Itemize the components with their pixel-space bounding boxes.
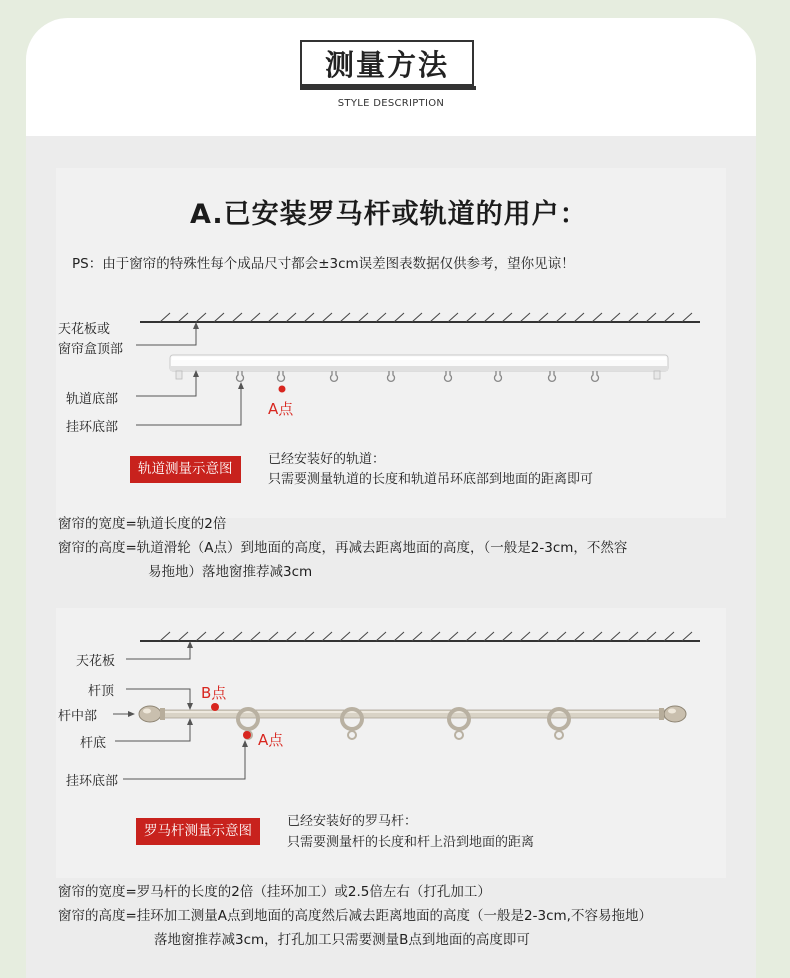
track-desc-1: 已经安装好的轨道： [268, 452, 386, 467]
track-point-a-label: A点 [268, 400, 294, 418]
page-subtitle: STYLE DESCRIPTION [337, 98, 445, 109]
track-formula-height-cont: 易拖地）落地窗推荐减3cm [148, 564, 313, 580]
section-a-heading: A.已安装罗马杆或轨道的用户： [190, 199, 588, 230]
rod-ring-eyelets [244, 731, 563, 739]
rod-desc-1: 已经安装好的罗马杆： [287, 814, 418, 829]
track-desc-2: 只需要测量轨道的长度和轨道吊环底部到地面的距离即可 [268, 472, 594, 487]
rod-desc-2: 只需要测量杆的长度和杆上沿到地面的距离 [287, 835, 535, 850]
rod-diagram-badge: 罗马杆测量示意图 [136, 818, 260, 845]
track-formula-height: 窗帘的高度=轨道滑轮（A点）到地面的高度，再减去距离地面的高度，（一般是2-3cm，不然容 [58, 540, 628, 556]
rod-formula-width: 窗帘的宽度=罗马杆的长度的2倍（挂环加工）或2.5倍左右（打孔加工） [58, 884, 491, 900]
rod-label-ceiling: 天花板 [76, 654, 116, 669]
track-label-track-bottom: 轨道底部 [66, 392, 119, 407]
rod-label-rod-top: 杆顶 [88, 684, 115, 699]
rod-point-b-dot [211, 703, 219, 711]
rod-ceiling-hatch [160, 632, 692, 641]
rod-point-a-dot [243, 731, 251, 739]
rod-finial-left [139, 706, 165, 722]
rod-finial-right [659, 706, 686, 722]
ps-note: PS：由于窗帘的特殊性每个成品尺寸都会±3cm误差图表数据仅供参考，望你见谅！ [72, 256, 575, 272]
track-label-ceiling-1: 天花板或 [58, 322, 111, 337]
rod-label-rod-middle: 杆中部 [58, 709, 98, 724]
rod-formula-height: 窗帘的高度=挂环加工测量A点到地面的高度然后减去距离地面的高度（一般是2-3cm,不容易拖地） [58, 908, 652, 924]
rod-label-rod-bottom: 杆底 [80, 736, 107, 751]
track-diagram-badge: 轨道测量示意图 [130, 456, 241, 483]
track-label-ceiling-2: 窗帘盒顶部 [58, 342, 124, 357]
track-label-ring-bottom: 挂环底部 [66, 420, 119, 435]
rod-point-b-label: B点 [201, 684, 227, 702]
rod-point-a-label: A点 [258, 731, 284, 749]
rod-formula-height-cont: 落地窗推荐减3cm，打孔加工只需要测量B点到地面的高度即可 [154, 932, 530, 948]
track-formula-width: 窗帘的宽度=轨道长度的2倍 [58, 516, 227, 532]
page-title: 测量方法 [300, 40, 474, 86]
rod-label-ring-bottom: 挂环底部 [66, 774, 119, 789]
